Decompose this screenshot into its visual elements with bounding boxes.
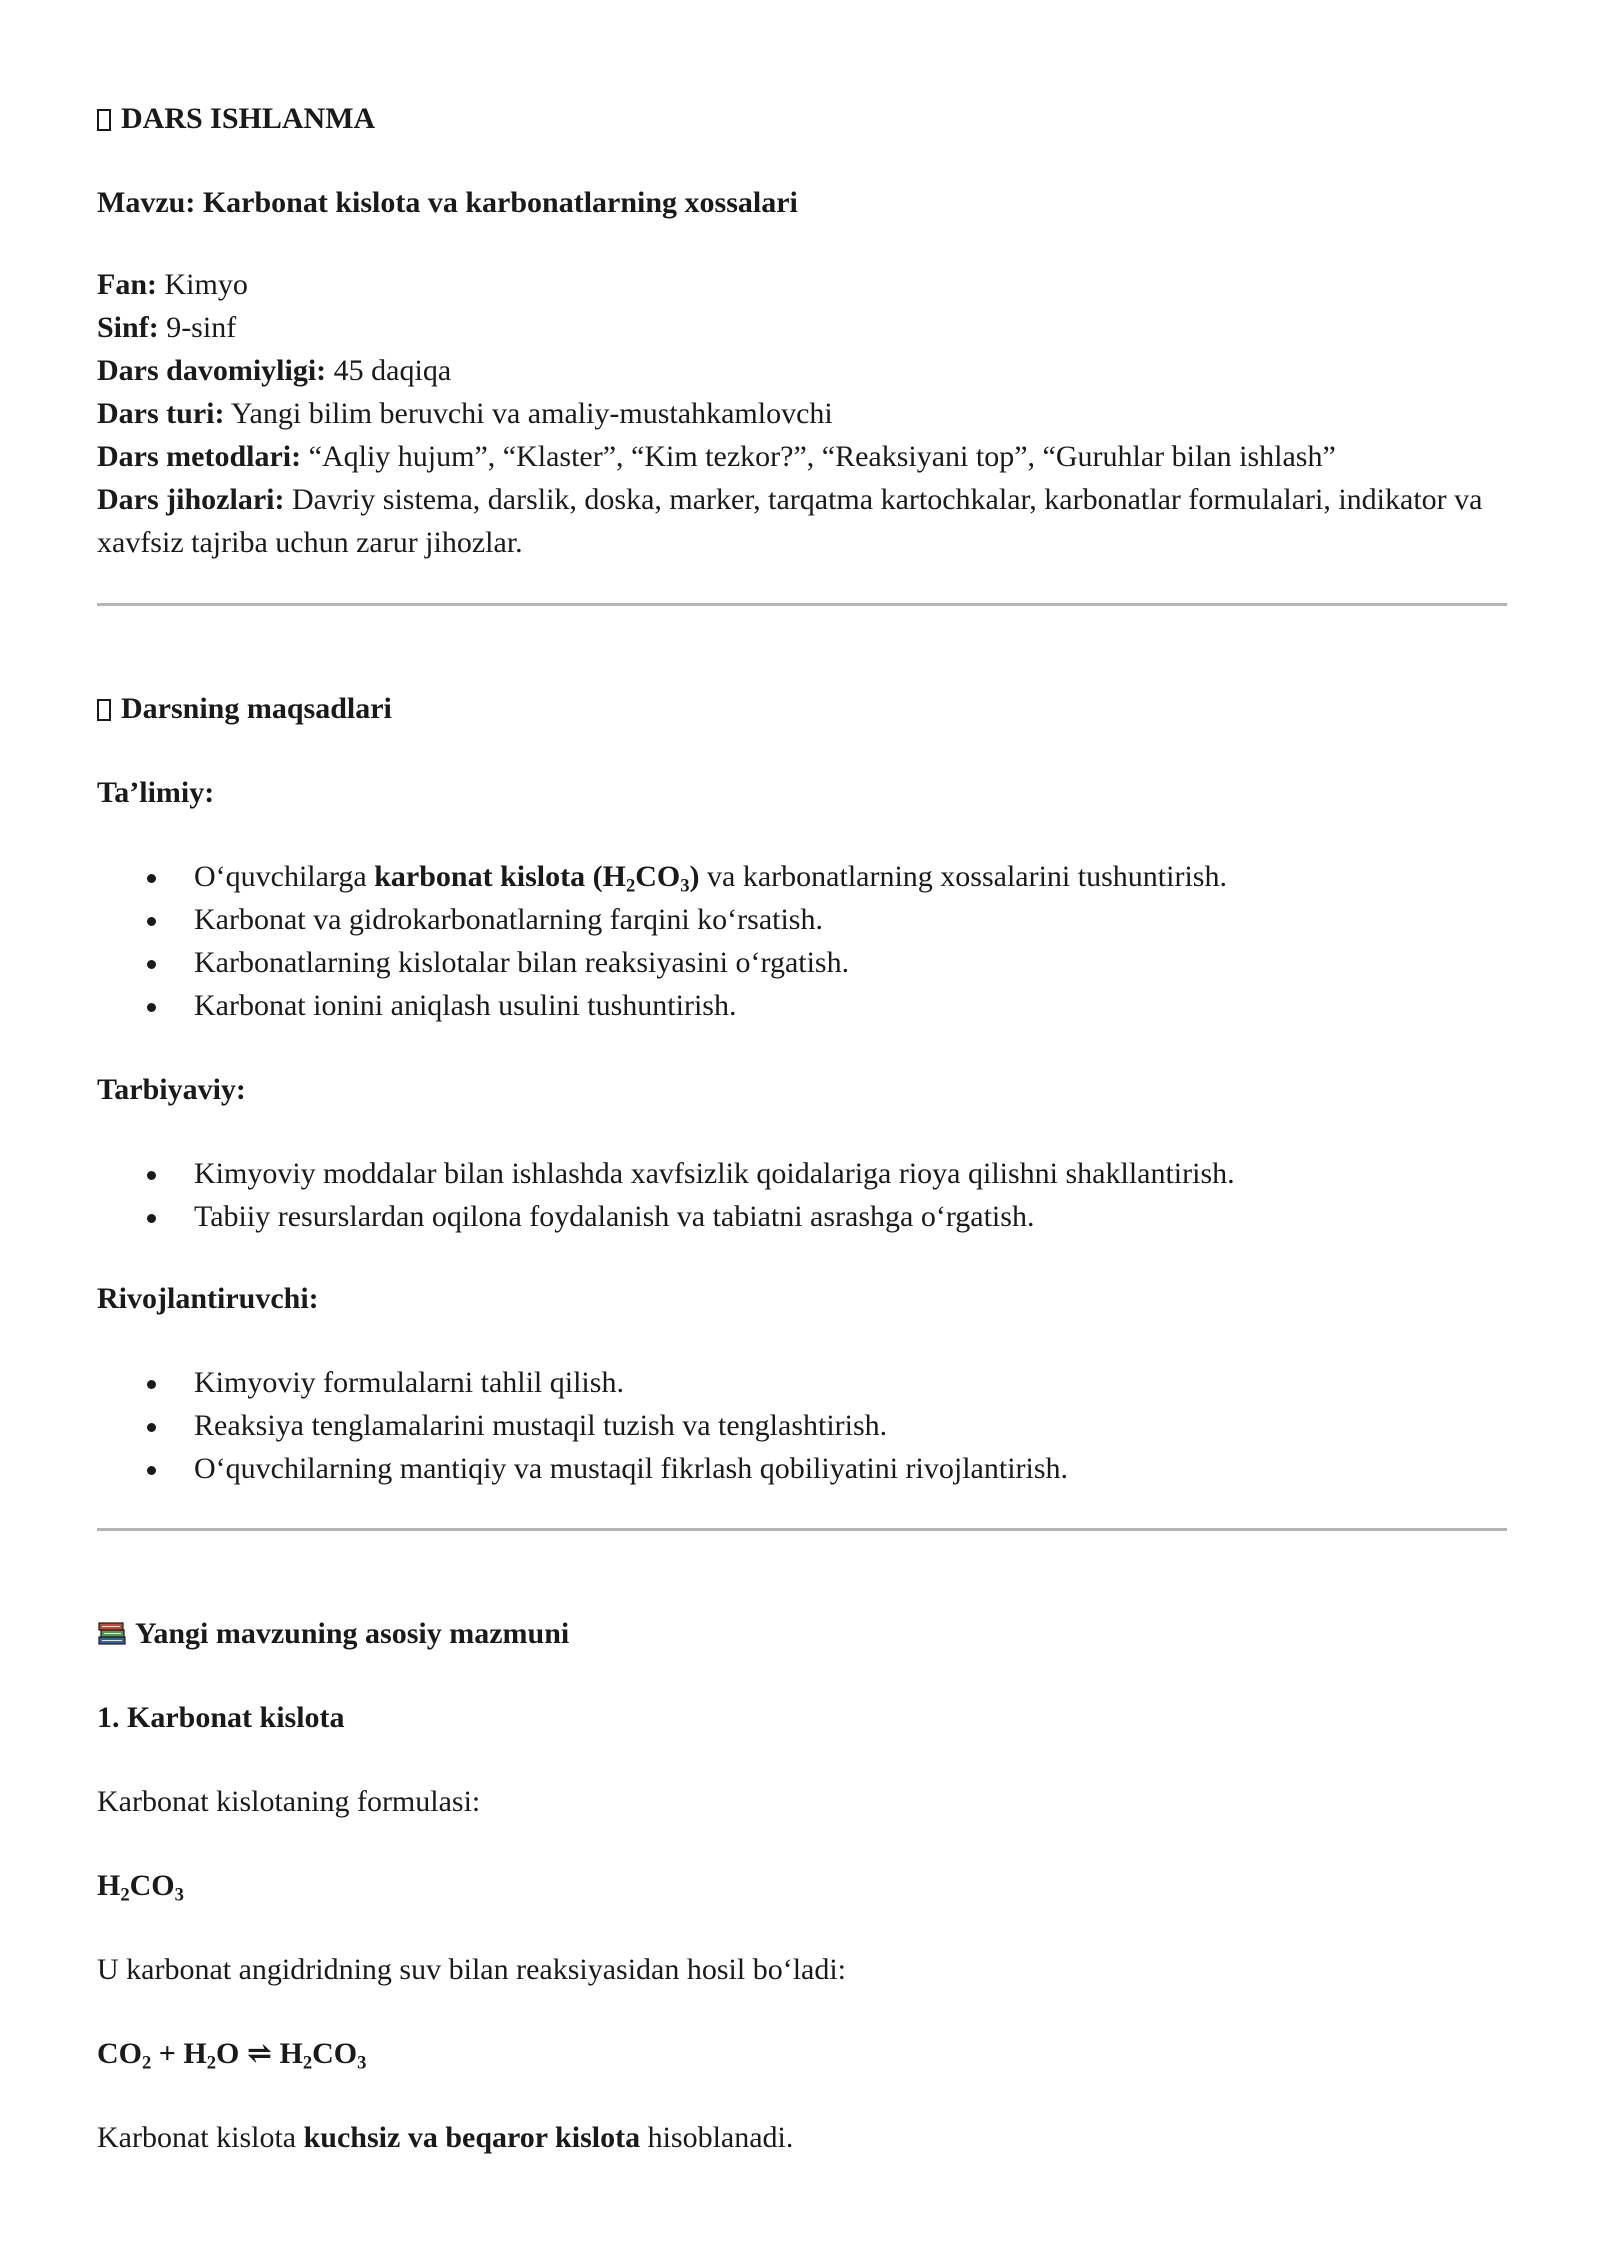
carbonic-acid-formula: $H_2CO_3$ (97, 1869, 184, 1906)
formula-intro: Karbonat kislotaning formulasi: (97, 1785, 481, 1818)
reaction-intro: U karbonat angidridning suv bilan reaksiyasidan hosil bo‘ladi: (97, 1953, 847, 1986)
section-divider (97, 603, 1507, 606)
educational-goals-heading: Ta’limiy: (97, 776, 215, 809)
list-item: O‘quvchilarga karbonat kislota $(H_2CO_3)$ va karbonatlarning xossalarini tushuntirish. (97, 855, 1507, 898)
reaction-equation: $CO_2 + H_2O$ ⇌ $H_2CO_3$ (97, 2037, 367, 2074)
list-item: Kimyoviy formulalarni tahlil qilish. (97, 1361, 1507, 1404)
document-page (97, 97, 1507, 2159)
meta-subject: Fan: Kimyo (97, 268, 248, 301)
list-item: Reaksiya tenglamalarini mustaqil tuzish va tenglashtirish. (97, 1404, 1507, 1447)
topic-label: Mavzu: (97, 186, 196, 219)
list-item: Karbonat va gidrokarbonatlarning farqini ko‘rsatish. (97, 898, 1507, 941)
missing-glyph-box-icon (97, 109, 111, 131)
meta-lesson-type: Dars turi: Yangi bilim beruvchi va amaliy-mustahkamlovchi (97, 397, 833, 430)
content-heading: Yangi mavzuning asosiy mazmuni (97, 1612, 1507, 1655)
upbringing-goals-list (97, 1152, 1507, 1238)
educational-goals-list (97, 855, 1507, 1027)
meta-methods: Dars metodlari: “Aqliy hujum”, “Klaster”, “Kim tezkor?”, “Reaksiyani top”, “Guruhlar bilan ishlash” (97, 440, 1336, 473)
topic-value: Karbonat kislota va karbonatlarning xossalari (202, 186, 798, 219)
meta-grade: Sinf: 9-sinf (97, 311, 237, 344)
list-item: Karbonat ionini aniqlash usulini tushuntirish. (97, 984, 1507, 1027)
missing-glyph-box-icon (97, 699, 111, 721)
acid-strength-note: Karbonat kislota kuchsiz va beqaror kislota hisoblanadi. (97, 2121, 794, 2154)
document-title: DARS ISHLANMA (97, 97, 1507, 140)
goals-heading: Darsning maqsadlari (97, 687, 1507, 730)
section-divider (97, 1528, 1507, 1531)
list-item: O‘quvchilarning mantiqiy va mustaqil fikrlash qobiliyatini rivojlantirish. (97, 1447, 1507, 1490)
list-item: Karbonatlarning kislotalar bilan reaksiyasini o‘rgatish. (97, 941, 1507, 984)
developmental-goals-list (97, 1361, 1507, 1490)
developmental-goals-heading: Rivojlantiruvchi: (97, 1282, 319, 1315)
section-1-heading: 1. Karbonat kislota (97, 1701, 345, 1734)
lesson-meta (97, 263, 1507, 564)
list-item: Kimyoviy moddalar bilan ishlashda xavfsizlik qoidalariga rioya qilishni shakllantirish. (97, 1152, 1507, 1195)
topic-line (97, 181, 1507, 224)
meta-duration: Dars davomiyligi: 45 daqiqa (97, 354, 452, 387)
upbringing-goals-heading: Tarbiyaviy: (97, 1073, 246, 1106)
books-icon (97, 1615, 127, 1641)
list-item: Tabiiy resurslardan oqilona foydalanish va tabiatni asrashga o‘rgatish. (97, 1195, 1507, 1238)
meta-equipment: Dars jihozlari: Davriy sistema, darslik, doska, marker, tarqatma kartochkalar, karbonatlar formulalari, indikator va xavfsiz tajriba uchun zarur jihozlar. (97, 483, 1483, 559)
